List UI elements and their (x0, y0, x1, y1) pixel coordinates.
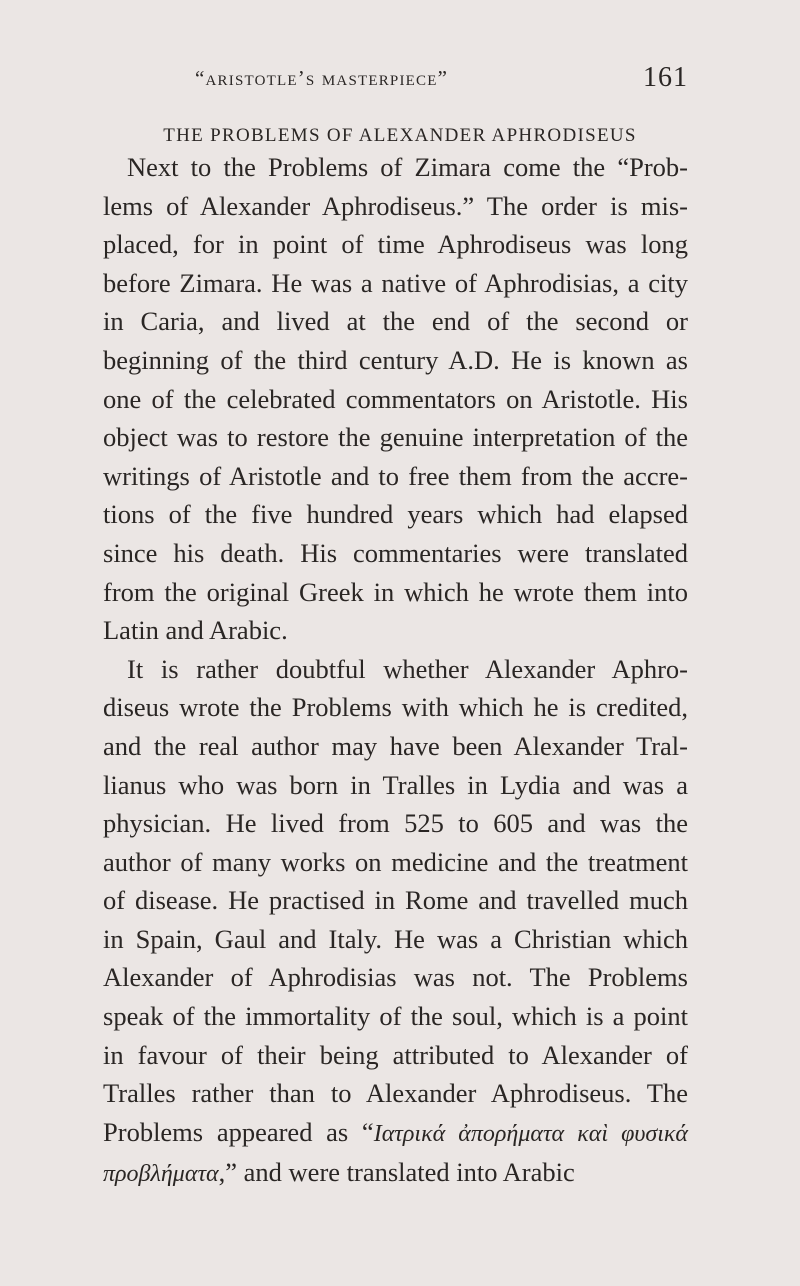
greek-title: Ιατρικά ἀπορήματα καὶ φυσικά προβλήματα (103, 1120, 689, 1188)
paragraph-1 (103, 148, 688, 650)
body-text (103, 148, 688, 1194)
paragraph-1-text: Next to the Problems of Zimara come the “Prob- lems of Alexander Aphrodiseus.” The order is mis- placed, for in point of time Aphrodiseus was long before Zimara. He was a native of Aphrodisias, a city in Caria, and lived at the end of the second or beginning of the third century A.D. He is known as one of the celebrated commentators on Aristotle. His object was to restore the genuine interpretation of the writings of Aristotle and to free them from the accre- tions of the five hundred years which had elapsed since his death. His commentaries were translated from the original Greek in which he wrote them into Latin and Arabic. (103, 152, 688, 646)
paragraph-2 (103, 650, 688, 1194)
paragraph-2-text: It is rather doubtful whether Alexander Aphro- diseus wrote the Problems with which he is credited, and the real author may have been Alexander Tral- lianus who was born in Tralles in Lydia and was a physician. He lived from 525 to 605 and was the author of many works on medicine and the treatment of disease. He practised in Rome and travelled much in Spain, Gaul and Italy. He was a Christian which Alexander of Aphrodisias was not. The Problems speak of the immortality of the soul, which is a point in favour of their being attributed to Alexander of Tralles rather than to Alexander Aphrodiseus. The Problems appeared as “ (103, 653, 688, 1147)
running-head (0, 58, 800, 98)
page-number: 161 (643, 62, 688, 93)
paragraph-2-text-end: ,” and were translated into Arabic (218, 1157, 575, 1188)
running-title: “aristotle’s masterpiece” (195, 66, 449, 90)
section-heading: THE PROBLEMS OF ALEXANDER APHRODISEUS (163, 125, 637, 146)
